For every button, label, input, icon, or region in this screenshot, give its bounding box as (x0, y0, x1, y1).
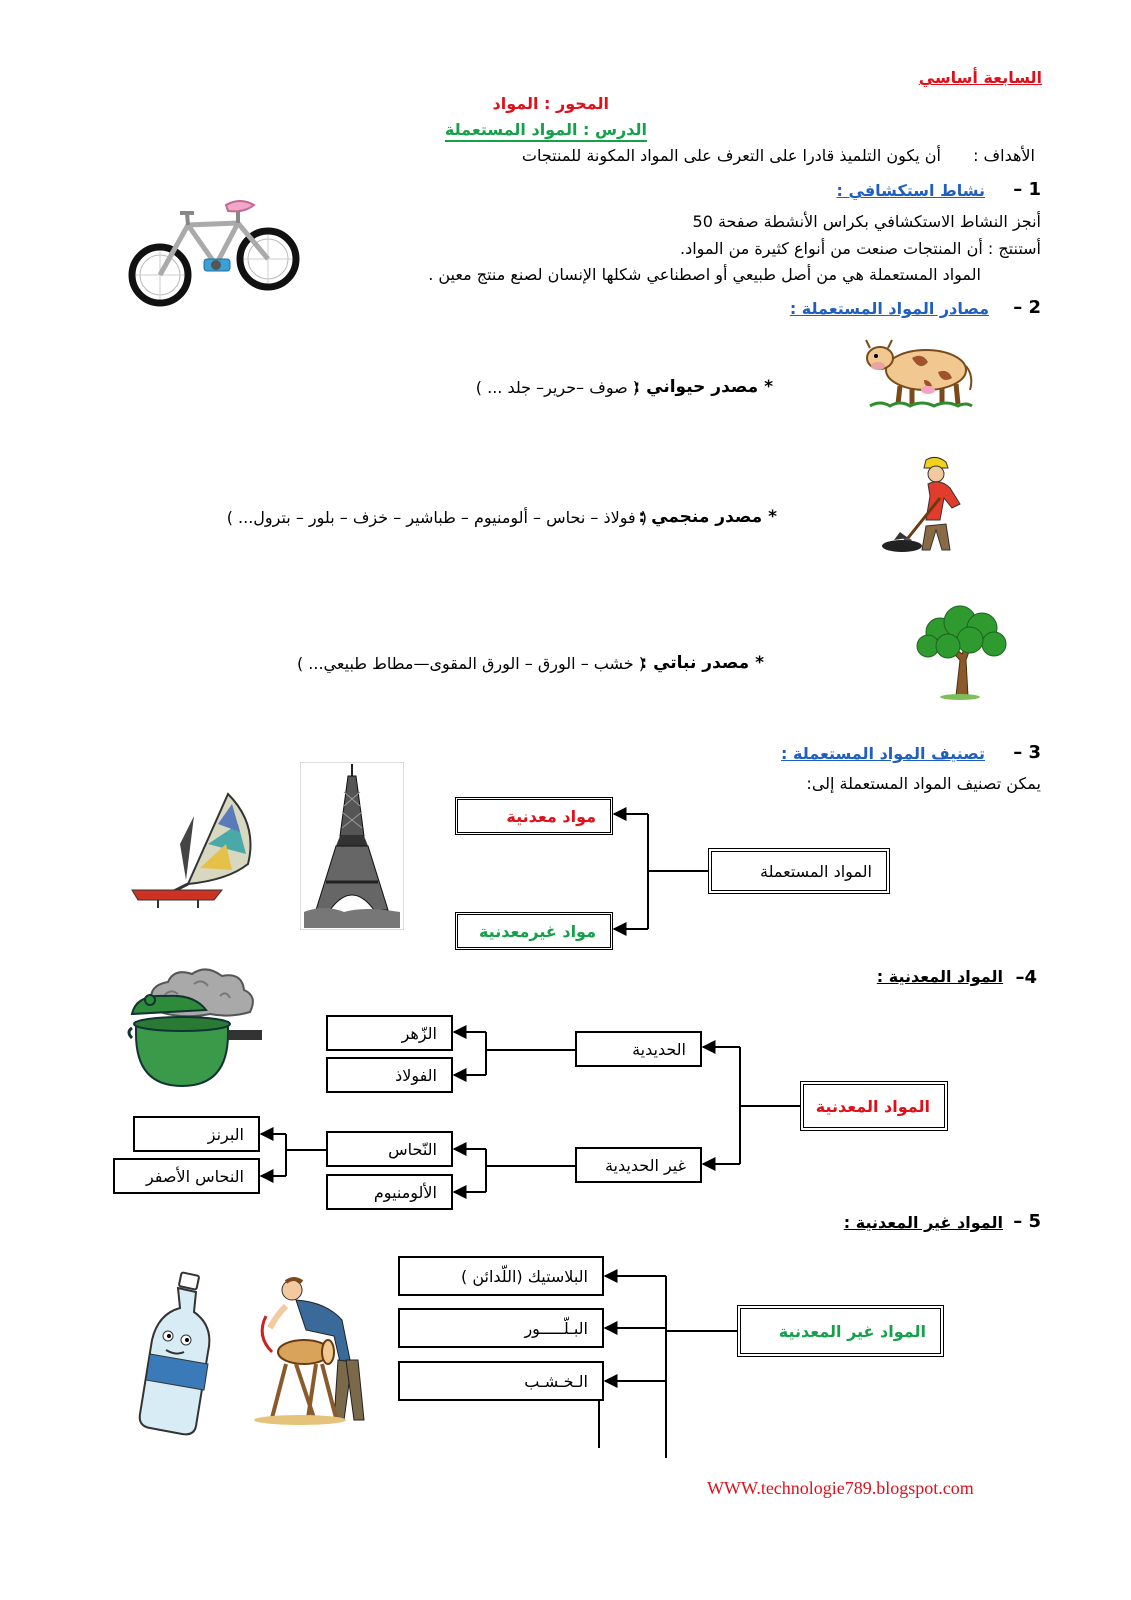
section4-number: 4– (1015, 967, 1037, 988)
section3-number: 3 – (1013, 742, 1041, 763)
section2-title: مصادر المواد المستعملة : (789, 299, 989, 318)
level-title: السابعة أساسي (918, 68, 1042, 87)
wood-label: الـخـشـب (524, 1371, 588, 1391)
copper-label: النّحاس (388, 1139, 437, 1159)
steel-label: الفولاذ (395, 1065, 437, 1085)
zinc-label: الزّهر (401, 1023, 437, 1043)
plant-source-label: * مصدر نباتي : (640, 653, 764, 673)
aluminium-label: الألومنيوم (373, 1182, 437, 1202)
goals-label: الأهداف : (973, 146, 1035, 165)
section5-title: المواد غير المعدنية : (843, 1213, 1003, 1232)
plastic-label: البلاستيك (اللّدائن ) (461, 1266, 588, 1286)
brass-label: النحاس الأصفر (145, 1166, 244, 1186)
section5-number: 5 – (1013, 1211, 1041, 1232)
mineral-source-items: ( فولاذ – نحاس – ألومنيوم – طباشير – خزف – بلور – بترول... ) (226, 508, 647, 527)
nonmetal-root-label: المواد غير المعدنية (778, 1321, 926, 1341)
animal-source-label: * مصدر حيواني : (633, 377, 773, 397)
section2-number: 2 – (1013, 297, 1041, 318)
bronze-label: البرنز (207, 1124, 244, 1144)
glass-label: البـلّـــــور (524, 1318, 588, 1338)
plant-source-items: ( خشب – الورق – الورق المقوى—مطاط طبيعي... ) (296, 654, 645, 673)
section1-line2: أستنتج : أن المنتجات صنعت من أنواع كثيرة من المواد. (680, 239, 1041, 258)
lesson-title: الدرس : المواد المستعملة (445, 120, 647, 142)
metal-materials-label: مواد معدنية (506, 806, 596, 826)
nonferrous-label: غير الحديدية (604, 1155, 686, 1175)
section4-title: المواد المعدنية : (876, 967, 1003, 986)
metal-materials-root-label: المواد المعدنية (815, 1096, 930, 1116)
section3-title: تصنيف المواد المستعملة : (781, 744, 985, 763)
used-materials-label: المواد المستعملة (759, 861, 872, 881)
ferrous-label: الحديدية (632, 1039, 686, 1059)
section1-title: نشاط استكشافي : (836, 181, 985, 200)
section1-line3: المواد المستعملة هي من أصل طبيعي أو اصطناعي شكلها الإنسان لصنع منتج معين . (428, 265, 981, 284)
axis-title: المحور : المواد (492, 94, 609, 113)
mineral-source-label: * مصدر منجمي : (638, 507, 777, 527)
section1-line1: أنجز النشاط الاستكشافي بكراس الأنشطة صفحة 50 (692, 212, 1041, 231)
section1-number: 1 – (1013, 179, 1041, 200)
nonmetal-materials-label: مواد غيرمعدنية (478, 921, 596, 941)
section3-intro: يمكن تصنيف المواد المستعملة إلى: (806, 774, 1041, 793)
footer-url[interactable]: WWW.technologie789.blogspot.com (707, 1478, 974, 1498)
animal-source-items: ( صوف –حرير– جلد ... ) (475, 378, 639, 397)
goals-text: أن يكون التلميذ قادرا على التعرف على المواد المكونة للمنتجات (521, 146, 941, 165)
